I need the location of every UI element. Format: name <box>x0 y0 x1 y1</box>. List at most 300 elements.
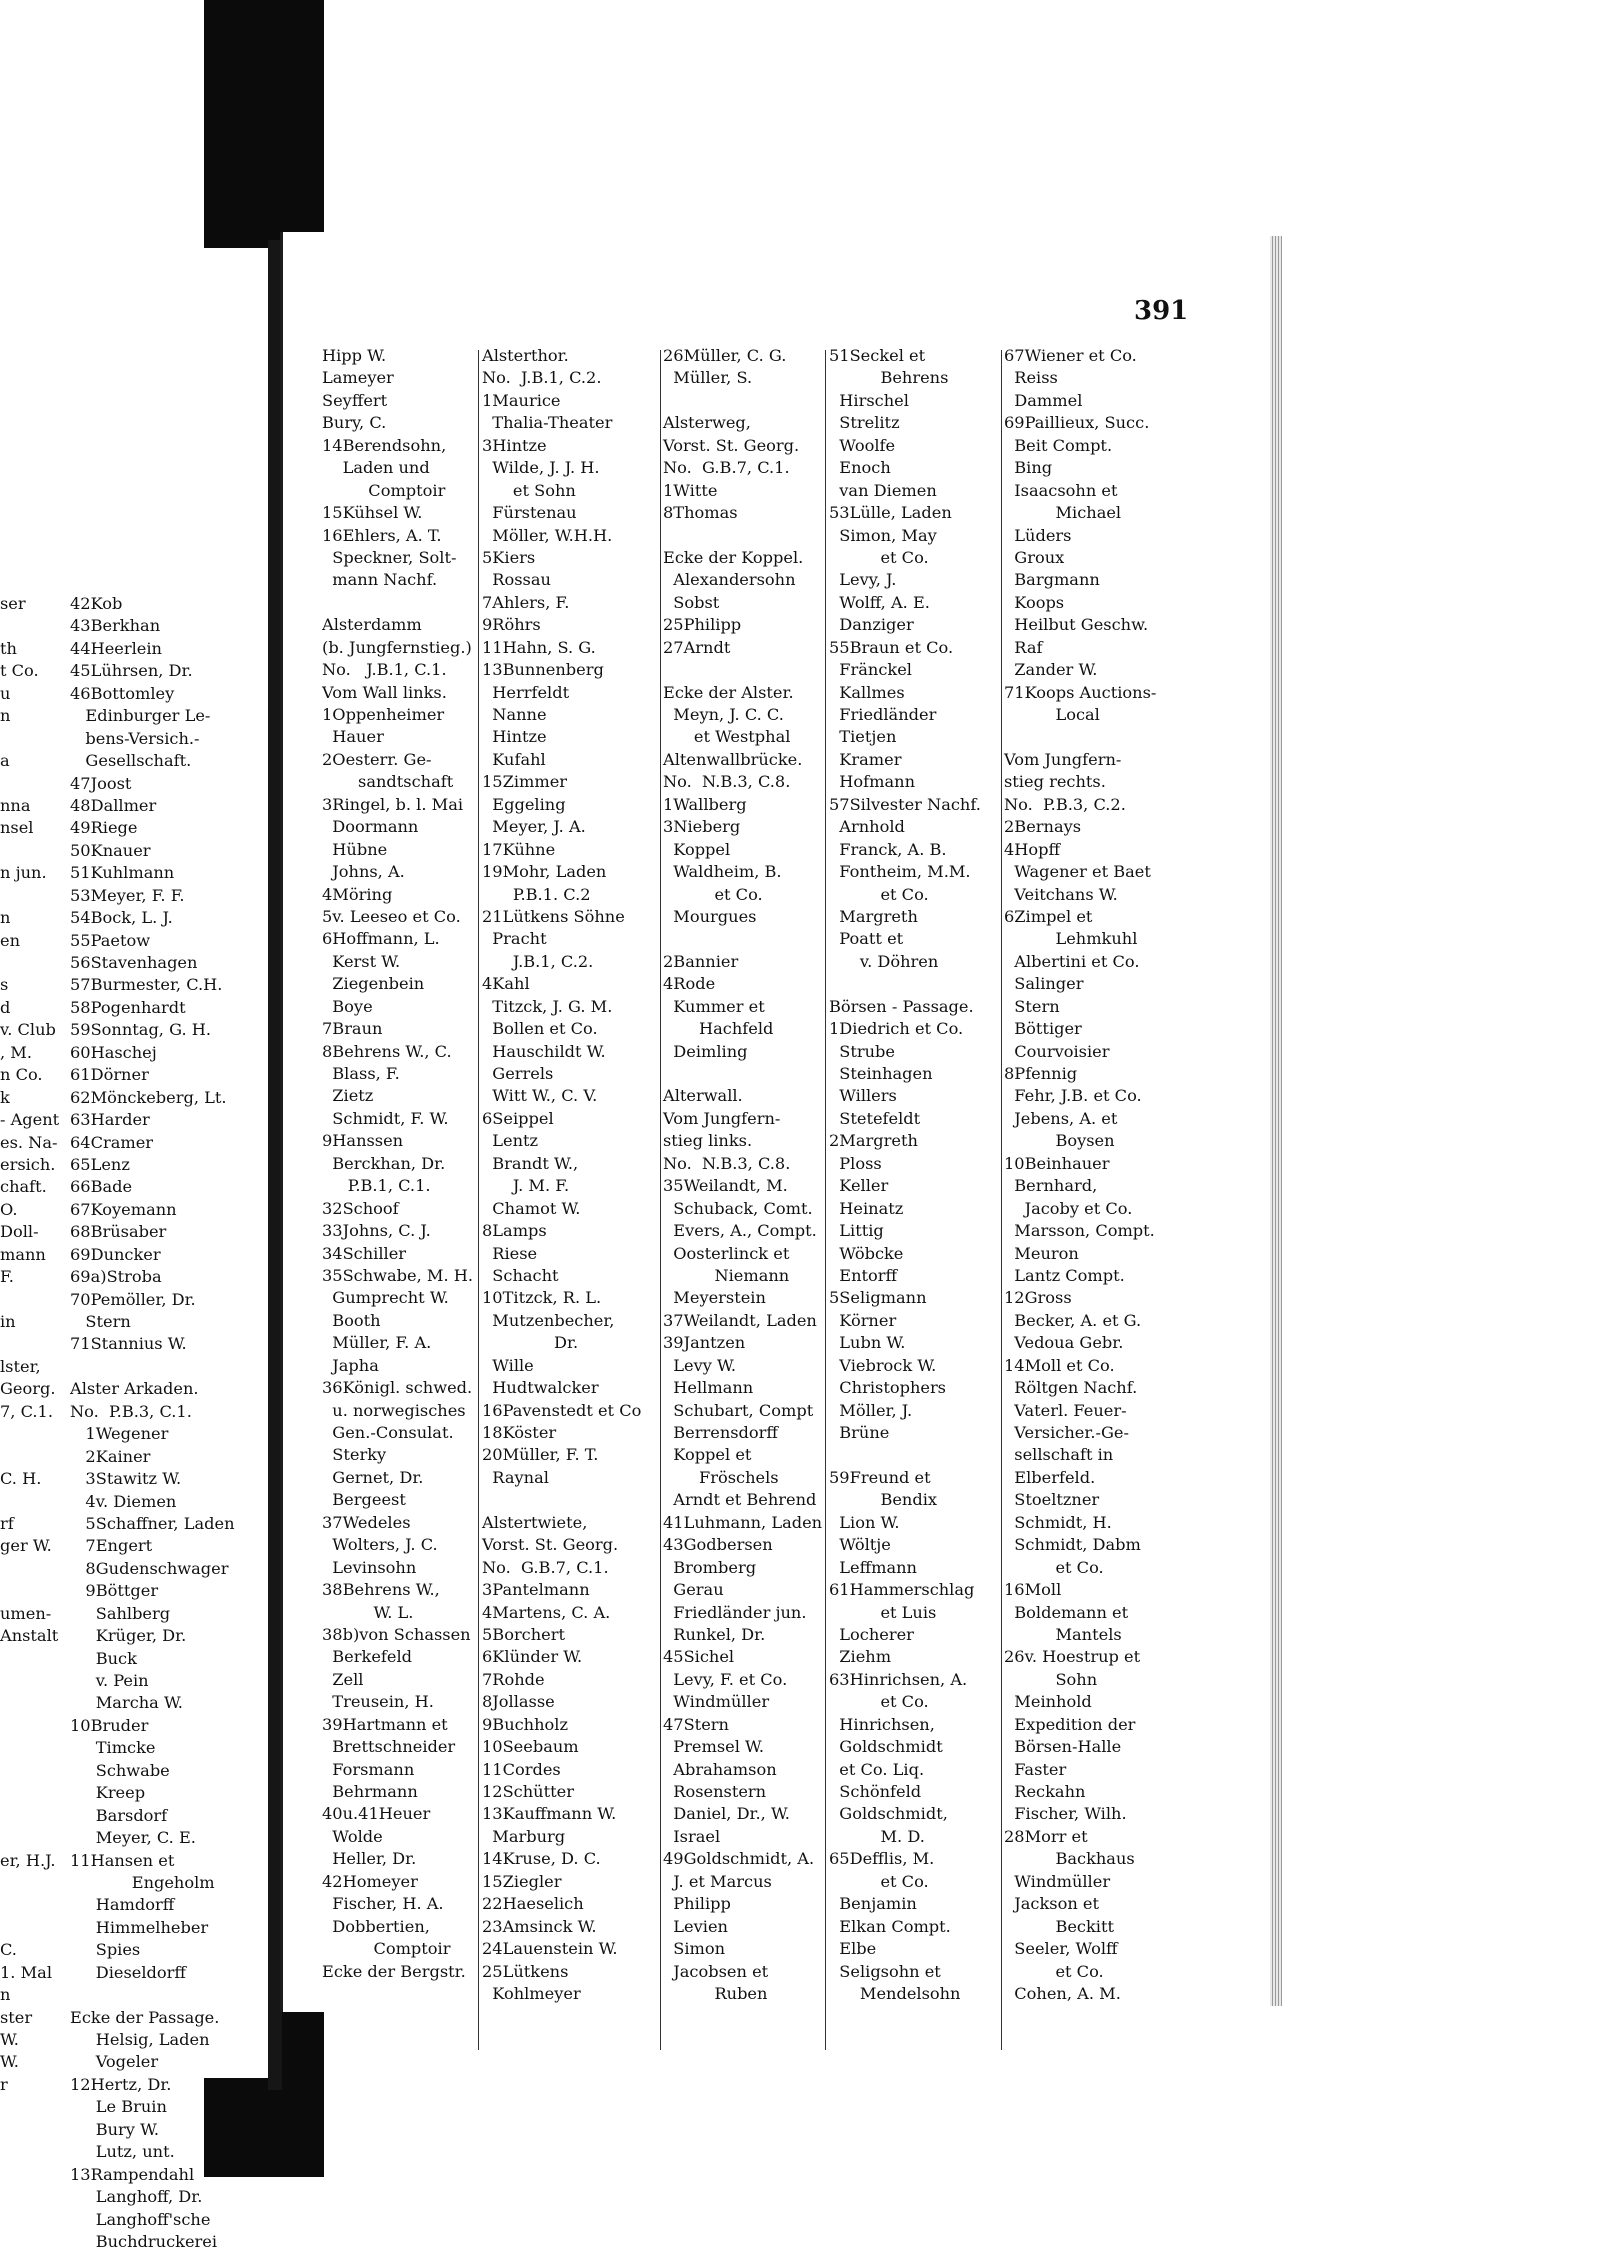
directory-entry: Kufahl <box>482 749 546 769</box>
directory-entry: Levy, F. et Co. <box>663 1669 788 1689</box>
directory-entry: sandtschaft <box>322 772 454 792</box>
directory-entry: Meuron <box>1004 1243 1079 1263</box>
directory-entry: 10Bruder <box>70 1715 149 1735</box>
directory-entry: 65Defflis, M. <box>829 1849 935 1869</box>
directory-entry: Salinger <box>1004 974 1084 994</box>
directory-entry: Elbe <box>829 1939 877 1959</box>
directory-entry: 43Berkhan <box>70 616 161 636</box>
directory-entry: Körner <box>829 1310 897 1330</box>
directory-entry: Ecke der Bergstr. <box>322 1961 466 1981</box>
directory-entry: Ziegenbein <box>322 974 425 994</box>
directory-entry: Meyn, J. C. C. <box>663 705 784 724</box>
directory-entry: Friedländer <box>829 705 937 724</box>
directory-entry: Philipp <box>663 1894 731 1914</box>
directory-entry: 38b)von Schassen <box>322 1624 471 1644</box>
directory-entry <box>70 1356 266 1378</box>
directory-entry: Franck, A. B. <box>829 839 947 859</box>
directory-entry: No. N.B.3, C.8. <box>663 772 791 792</box>
directory-entry: No. P.B.3, C.1. <box>70 1401 192 1421</box>
directory-entry: Woolfe <box>829 435 896 455</box>
directory-entry: Faster <box>1004 1759 1067 1779</box>
directory-entry: Deimling <box>663 1041 748 1061</box>
directory-entry: Entorff <box>829 1265 898 1285</box>
directory-entry: u. norwegisches <box>322 1400 466 1420</box>
directory-entry: 49Goldschmidt, A. <box>663 1849 815 1869</box>
directory-entry: Bing <box>1004 458 1053 478</box>
directory-entry: et Sohn <box>482 480 576 500</box>
directory-entry: Edinburger Le- <box>70 706 211 726</box>
directory-entry: Reckahn <box>1004 1782 1086 1801</box>
directory-entry: 8Behrens W., C. <box>322 1041 452 1061</box>
directory-entry: 8Pfennig <box>1004 1064 1078 1083</box>
directory-entry: 27Arndt <box>663 637 731 657</box>
directory-entry <box>829 1444 999 1466</box>
directory-entry: 6Klünder W. <box>482 1647 583 1667</box>
directory-entry: Heilbut Geschw. <box>1004 615 1149 635</box>
directory-entry <box>0 840 68 862</box>
directory-entry: 25Lütkens <box>482 1961 569 1981</box>
directory-entry: Elberfeld. <box>1004 1467 1096 1487</box>
directory-entry: Versicher.-Ge- <box>1004 1423 1129 1442</box>
directory-entry: 12Hertz, Dr. <box>70 2074 172 2094</box>
directory-entry: 45Lührsen, Dr. <box>70 661 193 681</box>
directory-entry <box>663 1063 833 1085</box>
directory-entry: No. G.B.7, C.1. <box>482 1557 609 1577</box>
directory-entry: 45Sichel <box>663 1647 735 1667</box>
directory-entry: 13Kauffmann W. <box>482 1804 617 1824</box>
directory-entry: Buchdruckerei <box>70 2231 218 2251</box>
directory-entry: 38Behrens W., <box>322 1580 440 1600</box>
directory-entry: Helsig, Laden <box>70 2030 210 2049</box>
directory-entry: et Co. <box>1004 1961 1104 1981</box>
directory-entry: 1Maurice <box>482 390 561 410</box>
directory-entry: ersich. <box>0 1154 56 1174</box>
directory-entry: et Co. <box>829 1871 929 1891</box>
directory-entry: J. et Marcus <box>663 1871 772 1891</box>
directory-entry: 68Brüsaber <box>70 1222 167 1242</box>
directory-entry: Vom Jungfern- <box>1004 749 1122 769</box>
directory-entry: Lubn W. <box>829 1333 906 1353</box>
directory-entry: Schönfeld <box>829 1782 922 1801</box>
directory-entry: 15Kühsel W. <box>322 503 423 523</box>
directory-entry: 9Röhrs <box>482 615 541 635</box>
directory-entry: Alsterweg, <box>663 413 751 433</box>
directory-entry: Bendix <box>829 1490 938 1510</box>
directory-entry: 7Ahlers, F. <box>482 592 570 612</box>
directory-entry <box>0 1715 68 1737</box>
directory-entry: 2Bernays <box>1004 817 1082 837</box>
directory-entry: Kummer et <box>663 996 765 1016</box>
directory-entry: 59Sonntag, G. H. <box>70 1020 211 1040</box>
directory-entry: Alexandersohn <box>663 570 796 590</box>
directory-entry: v. Döhren <box>829 951 939 971</box>
directory-entry: 4Kahl <box>482 974 530 994</box>
directory-entry: 37Wedeles <box>322 1512 411 1532</box>
directory-entry: Doll- <box>0 1222 39 1242</box>
directory-entry: 9Buchholz <box>482 1714 568 1734</box>
directory-entry: 55Paetow <box>70 930 151 950</box>
directory-entry: en <box>0 930 21 950</box>
directory-entry: Spies <box>70 1940 141 1960</box>
directory-entry: v. Club <box>0 1020 56 1040</box>
directory-entry: 18Köster <box>482 1423 557 1442</box>
directory-entry: No. J.B.1, C.1. <box>322 660 447 680</box>
directory-entry: Meinhold <box>1004 1692 1092 1712</box>
directory-entry: 2Bannier <box>663 951 739 971</box>
directory-entry <box>0 1333 68 1355</box>
directory-entry: 7, C.1. <box>0 1401 53 1421</box>
directory-entry: Anstalt <box>0 1626 59 1646</box>
directory-entry: Meyer, J. A. <box>482 817 586 837</box>
directory-entry: 61Hammerschlag <box>829 1580 975 1600</box>
directory-entry: Bury, C. <box>322 413 387 433</box>
directory-entry: J.B.1, C.2. <box>482 951 594 971</box>
directory-entry: Arnhold <box>829 817 905 837</box>
directory-entry: 47Stern <box>663 1714 729 1734</box>
directory-entry: Vorst. St. Georg. <box>482 1535 619 1555</box>
directory-entry: Reiss <box>1004 368 1058 388</box>
directory-entry: stieg links. <box>663 1131 753 1151</box>
directory-entry: Keller <box>829 1176 889 1196</box>
directory-entry: sellschaft in <box>1004 1445 1114 1465</box>
directory-entry: Ecke der Koppel. <box>663 547 804 567</box>
directory-entry: th <box>0 638 17 658</box>
directory-entry: Hirschel <box>829 390 909 410</box>
directory-entry: Vedoua Gebr. <box>1004 1333 1124 1353</box>
directory-entry: Littig <box>829 1221 884 1241</box>
directory-entry: Expedition der <box>1004 1714 1136 1734</box>
directory-entry: Sahlberg <box>70 1603 171 1623</box>
directory-entry <box>0 1692 68 1714</box>
directory-entry: Gerau <box>663 1580 724 1600</box>
directory-entry: Müller, F. A. <box>322 1333 432 1353</box>
directory-entry: Bargmann <box>1004 570 1100 590</box>
directory-entry: n Co. <box>0 1065 43 1085</box>
directory-entry: Hinrichsen, <box>829 1714 935 1734</box>
directory-entry: Hauer <box>322 727 384 747</box>
directory-entry: chaft. <box>0 1177 47 1197</box>
directory-entry: 70Pemöller, Dr. <box>70 1289 196 1309</box>
directory-entry: Lion W. <box>829 1512 900 1532</box>
directory-entry: Le Bruin <box>70 2097 167 2117</box>
directory-entry: 11Cordes <box>482 1759 561 1779</box>
directory-entry: 15Ziegler <box>482 1871 562 1891</box>
directory-entry: Alsterthor. <box>482 346 569 365</box>
directory-entry: Gumprecht W. <box>322 1288 449 1308</box>
directory-entry: Stetefeldt <box>829 1108 921 1128</box>
directory-entry: Jacobsen et <box>663 1961 769 1981</box>
directory-entry: et Co. <box>1004 1557 1104 1577</box>
directory-entry: 42Kob <box>70 594 123 613</box>
directory-entry: Schmidt, F. W. <box>322 1108 449 1128</box>
directory-entry: Seligsohn et <box>829 1961 941 1981</box>
directory-entry: 14Berendsohn, <box>322 435 447 455</box>
directory-entry: Wöltje <box>829 1535 891 1555</box>
directory-entry: Boye <box>322 996 373 1016</box>
directory-entry: Goldschmidt, <box>829 1804 948 1824</box>
directory-entry: Fischer, H. A. <box>322 1894 444 1914</box>
directory-entry: Dieseldorff <box>70 1962 186 1982</box>
directory-entry: No. J.B.1, C.2. <box>482 368 602 388</box>
directory-entry: P.B.1. C.2 <box>482 884 591 904</box>
directory-entry: Krüger, Dr. <box>70 1626 187 1646</box>
directory-entry: Ruben <box>663 1983 768 2003</box>
directory-entry: Alster Arkaden. <box>70 1379 199 1399</box>
directory-entry: Herrfeldt <box>482 682 570 702</box>
directory-entry: 6Zimpel et <box>1004 906 1093 926</box>
directory-entry: van Diemen <box>829 480 937 500</box>
directory-entry: Viebrock W. <box>829 1355 937 1375</box>
directory-column-2 <box>482 345 652 2005</box>
directory-entry: 10Seebaum <box>482 1737 579 1757</box>
directory-entry: F. <box>0 1267 14 1287</box>
directory-entry: Berrensdorff <box>663 1423 778 1442</box>
directory-entry <box>1004 726 1174 748</box>
directory-entry <box>0 1894 68 1916</box>
directory-entry: Hauschildt W. <box>482 1041 606 1061</box>
directory-entry: Poatt et <box>829 929 904 949</box>
directory-entry <box>0 773 68 795</box>
directory-entry: Vogeler <box>70 2052 159 2072</box>
directory-entry: bens-Versich.- <box>70 728 200 748</box>
directory-entry <box>0 1289 68 1311</box>
directory-entry: Röltgen Nachf. <box>1004 1378 1138 1398</box>
directory-entry: 25Philipp <box>663 615 742 635</box>
directory-entry: Lentz <box>482 1131 539 1151</box>
directory-entry: mann <box>0 1244 46 1264</box>
directory-entry: n jun. <box>0 863 47 883</box>
directory-entry: Simon, May <box>829 525 937 545</box>
directory-entry: 12Schütter <box>482 1782 574 1801</box>
directory-entry: Premsel W. <box>663 1737 765 1757</box>
directory-entry: Sohn <box>1004 1669 1098 1689</box>
directory-entry: 4Möring <box>322 884 393 904</box>
directory-entry: C. H. <box>0 1469 42 1489</box>
directory-entry: Leffmann <box>829 1557 917 1577</box>
directory-entry: k <box>0 1087 10 1107</box>
directory-entry: Lutz, unt. <box>70 2142 175 2162</box>
directory-entry: Speckner, Solt- <box>322 547 457 567</box>
directory-entry: 14Kruse, D. C. <box>482 1849 601 1869</box>
directory-entry <box>663 390 833 412</box>
directory-entry: Wagener et Baet <box>1004 862 1151 882</box>
directory-entry: Waldheim, B. <box>663 862 782 882</box>
directory-entry: Wöbcke <box>829 1243 904 1263</box>
directory-entry: 3Hintze <box>482 435 547 455</box>
directory-entry: Mourgues <box>663 906 757 926</box>
directory-entry: 2Kainer <box>70 1446 151 1466</box>
directory-entry: Stern <box>1004 996 1060 1016</box>
directory-entry: Fränckel <box>829 660 912 680</box>
directory-entry: Buck <box>70 1648 137 1668</box>
directory-entry: 8Thomas <box>663 503 738 523</box>
directory-entry: Beckitt <box>1004 1916 1114 1936</box>
directory-entry: Rosenstern <box>663 1782 767 1801</box>
directory-entry: 5Seligmann <box>829 1288 927 1308</box>
directory-entry: Bury W. <box>70 2119 160 2139</box>
directory-entry: Sterky <box>322 1445 387 1465</box>
directory-entry: Nanne <box>482 705 547 724</box>
directory-entry: Windmüller <box>1004 1871 1111 1891</box>
directory-entry: Vaterl. Feuer- <box>1004 1400 1127 1420</box>
directory-entry: Barsdorf <box>70 1805 168 1825</box>
directory-entry: Börsen - Passage. <box>829 996 974 1016</box>
directory-entry <box>0 952 68 974</box>
directory-entry: Böttiger <box>1004 1019 1082 1039</box>
directory-entry: Behrmann <box>322 1782 418 1801</box>
directory-entry: Wille <box>482 1355 534 1375</box>
directory-entry: lster, <box>0 1356 41 1376</box>
directory-entry: 3Ringel, b. l. Mai <box>322 794 464 814</box>
directory-entry: - Agent <box>0 1110 60 1130</box>
directory-entry <box>0 1446 68 1468</box>
directory-entry: s <box>0 975 9 995</box>
directory-entry: n <box>0 706 11 726</box>
directory-entry: Comptoir <box>322 480 446 500</box>
directory-entry: Laden und <box>322 458 430 478</box>
directory-entry: No. G.B.7, C.1. <box>663 458 790 478</box>
directory-entry: Courvoisier <box>1004 1041 1110 1061</box>
directory-entry: Meyer, C. E. <box>70 1828 196 1848</box>
directory-entry: 5Schaffner, Laden <box>70 1513 235 1533</box>
directory-entry: Treusein, H. <box>322 1692 434 1712</box>
directory-entry: stieg rechts. <box>1004 772 1106 792</box>
directory-entry: et Co. <box>829 1692 929 1712</box>
directory-entry: Schwabe <box>70 1760 170 1780</box>
directory-entry: 37Weilandt, Laden <box>663 1310 817 1330</box>
directory-entry <box>0 728 68 750</box>
directory-entry: 48Dallmer <box>70 795 157 815</box>
directory-entry: Strube <box>829 1041 895 1061</box>
directory-entry: Langhoff'sche <box>70 2209 211 2229</box>
directory-entry: Marcha W. <box>70 1693 183 1713</box>
directory-entry: 19Mohr, Laden <box>482 862 607 882</box>
directory-entry: Levien <box>663 1916 728 1936</box>
directory-entry: Jackson et <box>1004 1894 1100 1914</box>
directory-entry: ster <box>0 2007 33 2027</box>
directory-entry: et Co. <box>663 884 763 904</box>
directory-entry: Brandt W., <box>482 1153 579 1173</box>
directory-entry: Ziehm <box>829 1647 892 1667</box>
directory-entry: 64Cramer <box>70 1132 154 1152</box>
directory-entry: No. P.B.3, C.2. <box>1004 794 1126 814</box>
directory-entry: Schuback, Comt. <box>663 1198 813 1218</box>
left-page <box>0 248 271 2251</box>
directory-entry: Ecke der Passage. <box>70 2007 220 2027</box>
directory-entry: Danziger <box>829 615 914 635</box>
directory-entry: u <box>0 683 11 703</box>
directory-entry <box>663 659 833 681</box>
directory-entry <box>663 928 833 950</box>
directory-entry: Willers <box>829 1086 897 1106</box>
directory-entry: J. M. F. <box>482 1176 570 1196</box>
directory-entry: 35Weilandt, M. <box>663 1176 788 1196</box>
directory-entry: 57Burmester, C.H. <box>70 975 223 995</box>
directory-entry: P.B.1, C.1. <box>322 1176 431 1196</box>
directory-entry <box>0 1827 68 1849</box>
directory-entry <box>663 525 833 547</box>
directory-entry: 40u.41Heuer <box>322 1804 431 1824</box>
directory-entry <box>0 1917 68 1939</box>
directory-entry: 2Margreth <box>829 1131 918 1151</box>
directory-entry: 67Koyemann <box>70 1199 177 1219</box>
directory-entry: Ploss <box>829 1153 882 1173</box>
directory-entry: 63Hinrichsen, A. <box>829 1669 968 1689</box>
directory-entry <box>70 1984 266 2006</box>
directory-entry: Georg. <box>0 1379 56 1399</box>
directory-entry: Benjamin <box>829 1894 917 1914</box>
directory-entry: Chamot W. <box>482 1198 581 1218</box>
directory-entry: Vorst. St. Georg. <box>663 435 800 455</box>
directory-entry: Beit Compt. <box>1004 435 1113 455</box>
page-number: 391 <box>1134 296 1189 326</box>
directory-entry: 13Rampendahl <box>70 2164 195 2184</box>
directory-entry: Hudtwalcker <box>482 1378 599 1398</box>
directory-entry: 35Schwabe, M. H. <box>322 1265 474 1285</box>
directory-entry: Zander W. <box>1004 660 1098 680</box>
directory-entry: 22Haeselich <box>482 1894 584 1914</box>
directory-entry: Evers, A., Compt. <box>663 1221 817 1241</box>
directory-entry: Niemann <box>663 1265 790 1285</box>
directory-entry: Groux <box>1004 547 1065 567</box>
directory-entry <box>0 615 68 637</box>
directory-entry: Lameyer <box>322 368 394 388</box>
directory-entry: 4v. Diemen <box>70 1491 177 1511</box>
directory-entry: Michael <box>1004 503 1122 523</box>
directory-entry: Fischer, Wilh. <box>1004 1804 1127 1824</box>
directory-entry: Schubart, Compt <box>663 1400 814 1420</box>
directory-entry: Schacht <box>482 1265 559 1285</box>
left-page-cut-column <box>0 593 68 2096</box>
directory-entry: Gernet, Dr. <box>322 1467 424 1487</box>
directory-entry: Wolde <box>322 1826 383 1846</box>
directory-entry: 1Wallberg <box>663 794 747 814</box>
directory-entry <box>0 1558 68 1580</box>
directory-entry: Forsmann <box>322 1759 415 1779</box>
directory-entry: 9Hanssen <box>322 1131 404 1151</box>
directory-entry: Behrens <box>829 368 949 388</box>
directory-entry <box>0 885 68 907</box>
directory-entry: Möller, W.H.H. <box>482 525 613 545</box>
directory-entry: 2Oesterr. Ge- <box>322 749 432 769</box>
directory-entry: Langhoff, Dr. <box>70 2187 203 2207</box>
directory-entry: Timcke <box>70 1738 156 1758</box>
directory-entry: 71Koops Auctions- <box>1004 682 1157 702</box>
directory-entry: No. N.B.3, C.8. <box>663 1153 791 1173</box>
directory-entry: Bernhard, <box>1004 1176 1098 1196</box>
directory-entry: 1Diedrich et Co. <box>829 1019 964 1039</box>
directory-entry: 51Seckel et <box>829 346 926 365</box>
directory-entry <box>0 1580 68 1602</box>
directory-entry: mann Nachf. <box>322 570 438 590</box>
directory-entry: Vom Wall links. <box>322 682 447 702</box>
directory-entry: Alsterdamm <box>322 615 422 635</box>
directory-entry: Veitchans W. <box>1004 884 1118 904</box>
directory-entry: Christophers <box>829 1378 946 1398</box>
directory-entry: Lüders <box>1004 525 1072 545</box>
directory-entry: Bromberg <box>663 1557 757 1577</box>
directory-entry: Rossau <box>482 570 551 590</box>
directory-entry: Japha <box>322 1355 379 1375</box>
directory-entry: 71Stannius W. <box>70 1334 187 1354</box>
directory-entry: Zell <box>322 1669 364 1689</box>
directory-entry: Kramer <box>829 749 902 769</box>
directory-entry: Stoeltzner <box>1004 1490 1100 1510</box>
directory-entry: 11Hahn, S. G. <box>482 637 596 657</box>
directory-entry: 63Harder <box>70 1110 150 1130</box>
directory-entry: 69Duncker <box>70 1244 161 1264</box>
directory-entry: es. Na- <box>0 1132 58 1152</box>
